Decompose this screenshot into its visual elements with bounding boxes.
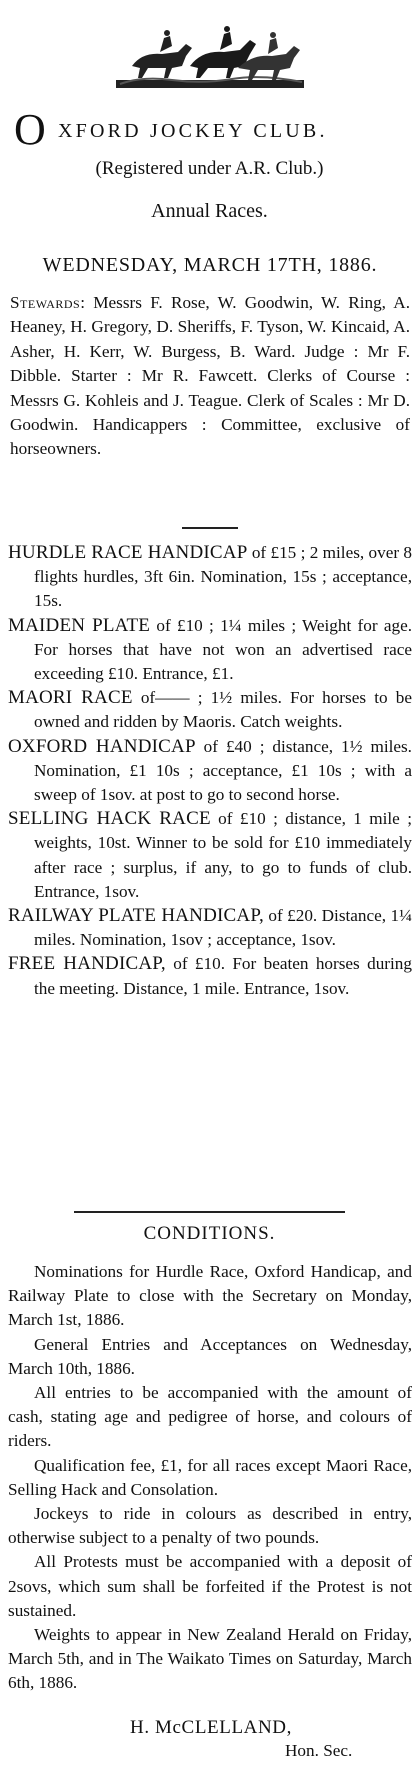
divider <box>182 527 238 529</box>
race-details: of £20. Distance, 1¼ miles. Nomination, 1sov ; acceptance, 1sov. <box>34 906 412 950</box>
race-name: SELLING HACK RACE <box>8 808 211 830</box>
registration-note: (Registered under A.R. Club.) <box>95 158 324 179</box>
race-date: WEDNESDAY, MARCH 17TH, 1886. <box>42 254 378 276</box>
secretary-title: Hon. Sec. <box>285 1741 353 1760</box>
race-details: of—— ; 1½ miles. For horses to be owned and ridden by Maoris. Catch weights. <box>34 688 412 732</box>
condition-item: Jockeys to ride in colours as described in entry, otherwise subject to a penalty of two pounds. <box>8 1504 412 1548</box>
club-title <box>14 105 409 154</box>
condition-item: General Entries and Acceptances on Wednesday, March 10th, 1886. <box>8 1334 412 1378</box>
racehorses-illustration <box>112 22 308 92</box>
annual-races-heading: Annual Races. <box>151 200 268 222</box>
race-details: of £15 ; 2 miles, over 8 flights hurdles, 3ft 6in. Nomination, 15s ; acceptance, 15s. <box>34 543 412 611</box>
condition-item: Nominations for Hurdle Race, Oxford Handicap, and Railway Plate to close with the Secretary on Monday, March 1st, 1886. <box>8 1262 412 1330</box>
race-details: of £40 ; distance, 1½ miles. Nomination, £1 10s ; acceptance, £1 10s ; with a sweep of 1sov. at post to go to second horse. <box>34 736 412 805</box>
race-details: of £10. For beaten horses during the meeting. Distance, 1 mile. Entrance, 1sov. <box>34 954 412 998</box>
race-entry <box>8 952 412 1000</box>
stewards-label: Stewards <box>10 293 81 312</box>
divider <box>74 1211 345 1213</box>
condition-item: All Protests must be accompanied with a deposit of 2sovs, which sum shall be forfeited if the Protest is not sustained. <box>8 1552 412 1620</box>
race-entry <box>8 904 412 952</box>
race-entry <box>8 541 412 614</box>
race-entry <box>8 686 412 734</box>
race-entry <box>8 614 412 687</box>
conditions-heading: CONDITIONS. <box>143 1223 276 1244</box>
conditions-list <box>8 1260 412 1696</box>
title-initial: O <box>14 105 46 154</box>
race-name: RAILWAY PLATE HANDICAP, <box>8 905 264 927</box>
condition-item: All entries to be accompanied with the amount of cash, stating age and pedigree of horse, and colours of riders. <box>8 1383 412 1451</box>
race-name: OXFORD HANDICAP <box>8 735 196 757</box>
stewards-text: : Messrs F. Rose, W. Goodwin, W. Ring, A. Heaney, H. Gregory, D. Sheriffs, F. Tyson, W. Kincaid, A. Asher, H. Kerr, W. Burgess, B. Ward. Judge : Mr F. Dibble. Starter : Mr R. Fawcett. Clerks of Course : Messrs G. Kohleis and J. Teague. Clerk of Scales : Mr D. Goodwin. Handicappers : Committee, exclusive of horseowners. <box>10 293 410 459</box>
race-name: FREE HANDICAP, <box>8 953 166 975</box>
race-name: MAIDEN PLATE <box>8 614 151 636</box>
race-details: of £10 ; distance, 1 mile ; weights, 10st. Winner to be sold for £10 immediately after race ; surplus, if any, to go to funds of club. Entrance, 1sov. <box>34 809 412 901</box>
race-name: HURDLE RACE HANDICAP <box>8 542 248 563</box>
race-details: of £10 ; 1¼ miles ; Weight for age. For horses that have not won an advertised race exceeding £10. Entrance, £1. <box>34 615 412 684</box>
title-text: XFORD JOCKEY CLUB. <box>58 120 328 142</box>
condition-item: Weights to appear in New Zealand Herald on Friday, March 5th, and in The Waikato Times on Saturday, March 6th, 1886. <box>8 1625 412 1693</box>
race-list <box>8 541 412 1001</box>
race-entry <box>8 735 412 808</box>
race-name: MAORI RACE <box>8 687 133 709</box>
race-entry <box>8 807 412 904</box>
condition-item: Qualification fee, £1, for all races except Maori Race, Selling Hack and Consolation. <box>8 1455 412 1499</box>
stewards-paragraph <box>10 291 410 462</box>
secretary-name: H. McCLELLAND, <box>130 1717 292 1738</box>
